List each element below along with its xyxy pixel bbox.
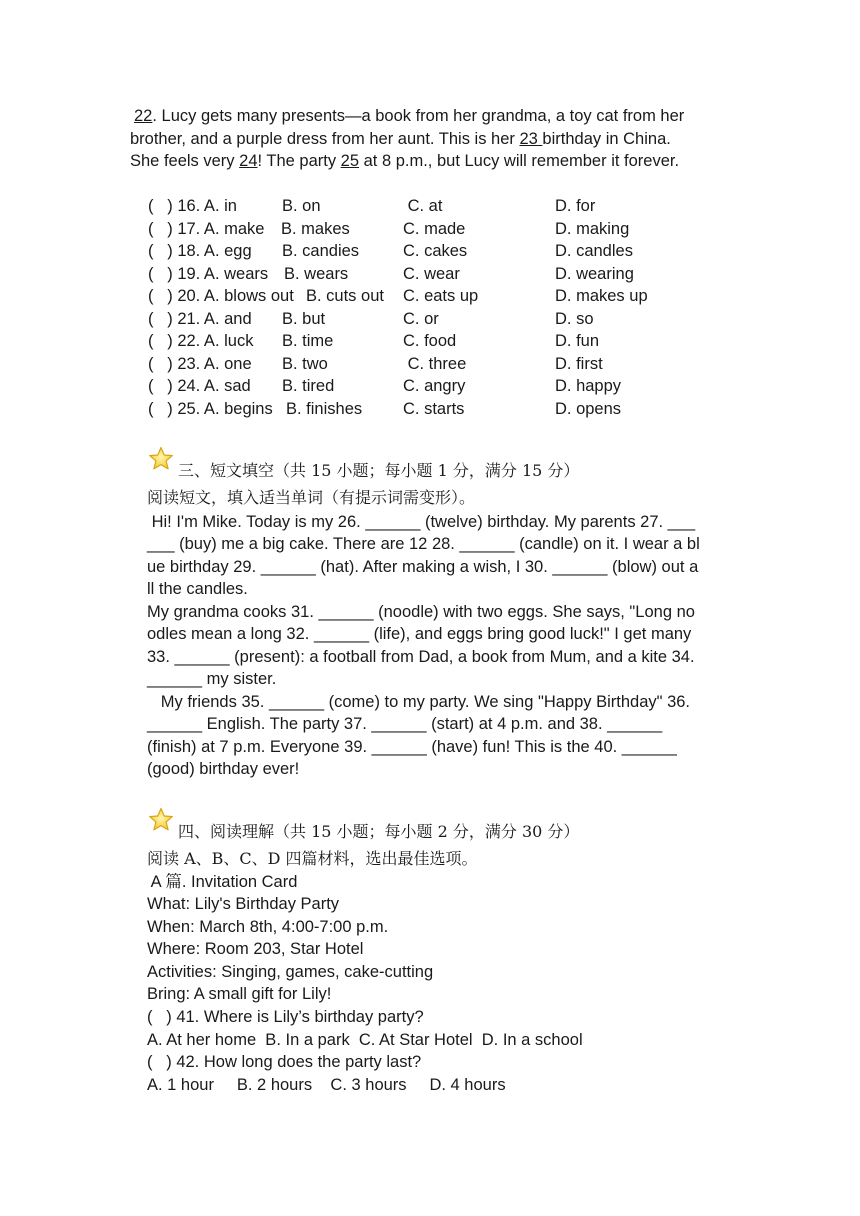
option-c: C. eats up [403,287,479,305]
fill-blank-line: Hi! I'm Mike. Today is my 26. ______ (twelve) birthday. My parents 27. ___ [147,513,696,531]
question-stem: ( ) 18. A. egg [148,242,252,260]
section-3-heading: 三、短文填空（共 15 小题；每小题 1 分，满分 15 分） [178,461,580,480]
option-d: D. candles [555,242,633,260]
option-d: D. so [555,310,594,328]
question-row [148,330,748,352]
option-d: D. fun [555,332,600,350]
option-c: C. starts [403,400,465,418]
star-icon [148,807,174,833]
reading-options: A. At her home B. In a park C. At Star Hotel D. In a school [147,1031,583,1049]
option-d: D. for [555,197,596,215]
passage-text: brother, and a purple dress from her aunt. This is her [130,130,520,148]
question-stem: ( ) 22. A. luck [148,332,254,350]
fill-blank-line: odles mean a long 32. ______ (life), and eggs bring good luck!" I get many [147,625,692,643]
section-4-instruction: 阅读 A、B、C、D 四篇材料，选出最佳选项。 [147,849,478,868]
option-d: D. first [555,355,603,373]
option-c: C. wear [403,265,460,283]
question-row [148,195,748,217]
reading-line: Where: Room 203, Star Hotel [147,940,364,958]
blank-number-24: 24 [239,152,258,170]
passage-line-2 [130,128,671,150]
reading-options: A. 1 hour B. 2 hours C. 3 hours D. 4 hours [147,1076,506,1094]
question-stem: ( ) 24. A. sad [148,377,251,395]
question-stem: ( ) 20. A. blows out [148,287,294,305]
option-c: C. made [403,220,466,238]
reading-line: When: March 8th, 4:00-7:00 p.m. [147,918,389,936]
question-stem: ( ) 25. A. begins [148,400,273,418]
option-c: C. three [403,355,467,373]
option-d: D. wearing [555,265,634,283]
option-d: D. making [555,220,630,238]
option-b: B. on [282,197,321,215]
fill-blank-line: My grandma cooks 31. ______ (noodle) with two eggs. She says, "Long no [147,603,695,621]
question-row [148,263,748,285]
question-row [148,375,748,397]
fill-blank-line: ue birthday 29. ______ (hat). After making a wish, I 30. ______ (blow) out a [147,558,699,576]
option-d: D. makes up [555,287,648,305]
question-row [148,308,748,330]
star-icon [148,446,174,472]
reading-question: ( ) 41. Where is Lily’s birthday party? [147,1008,424,1026]
fill-blank-line: ___ (buy) me a big cake. There are 12 28. ______ (candle) on it. I wear a bl [147,535,700,553]
option-b: B. wears [284,265,349,283]
reading-line: A 篇. Invitation Card [147,873,298,891]
fill-blank-line: 33. ______ (present): a football from Dad, a book from Mum, and a kite 34. [147,648,695,666]
option-b: B. cuts out [306,287,384,305]
option-c: C. cakes [403,242,468,260]
passage-line-1 [134,105,684,127]
question-stem: ( ) 21. A. and [148,310,252,328]
reading-line: Bring: A small gift for Lily! [147,985,332,1003]
question-stem: ( ) 19. A. wears [148,265,269,283]
question-row [148,285,748,307]
passage-text: ! The party [257,152,341,170]
option-c: C. angry [403,377,466,395]
fill-blank-line: ll the candles. [147,580,248,598]
passage-text: . Lucy gets many presents—a book from her grandma, a toy cat from her [152,107,685,125]
option-b: B. candies [282,242,360,260]
blank-number-23: 23 [519,130,543,148]
question-stem: ( ) 16. A. in [148,197,237,215]
blank-number-22: 22 [134,107,153,125]
question-row [148,218,748,240]
option-c: C. or [403,310,439,328]
reading-line: What: Lily's Birthday Party [147,895,340,913]
reading-question: ( ) 42. How long does the party last? [147,1053,422,1071]
option-b: B. makes [281,220,350,238]
question-row [148,398,748,420]
fill-blank-line: (finish) at 7 p.m. Everyone 39. ______ (have) fun! This is the 40. ______ [147,738,677,756]
option-b: B. time [282,332,334,350]
option-d: D. opens [555,400,622,418]
fill-blank-line: ______ my sister. [147,670,277,688]
option-d: D. happy [555,377,622,395]
option-c: C. at [403,197,443,215]
question-stem: ( ) 23. A. one [148,355,252,373]
question-row [148,240,748,262]
option-b: B. but [282,310,326,328]
option-b: B. finishes [286,400,363,418]
passage-text: She feels very [130,152,240,170]
fill-blank-line: (good) birthday ever! [147,760,300,778]
passage-line-3 [130,150,679,172]
blank-number-25: 25 [340,152,360,170]
section-4-heading: 四、阅读理解（共 15 小题；每小题 2 分，满分 30 分） [178,822,580,841]
question-row [148,353,748,375]
option-c: C. food [403,332,457,350]
fill-blank-line: ______ English. The party 37. ______ (start) at 4 p.m. and 38. ______ [147,715,663,733]
passage-text: at 8 p.m., but Lucy will remember it forever. [359,152,680,170]
section-3-instruction: 阅读短文，填入适当单词（有提示词需变形）。 [147,488,476,507]
passage-text: birthday in China. [542,130,671,148]
question-stem: ( ) 17. A. make [148,220,265,238]
option-b: B. two [282,355,328,373]
fill-blank-line: My friends 35. ______ (come) to my party. We sing "Happy Birthday" 36. [147,693,691,711]
option-b: B. tired [282,377,335,395]
reading-line: Activities: Singing, games, cake-cutting [147,963,434,981]
